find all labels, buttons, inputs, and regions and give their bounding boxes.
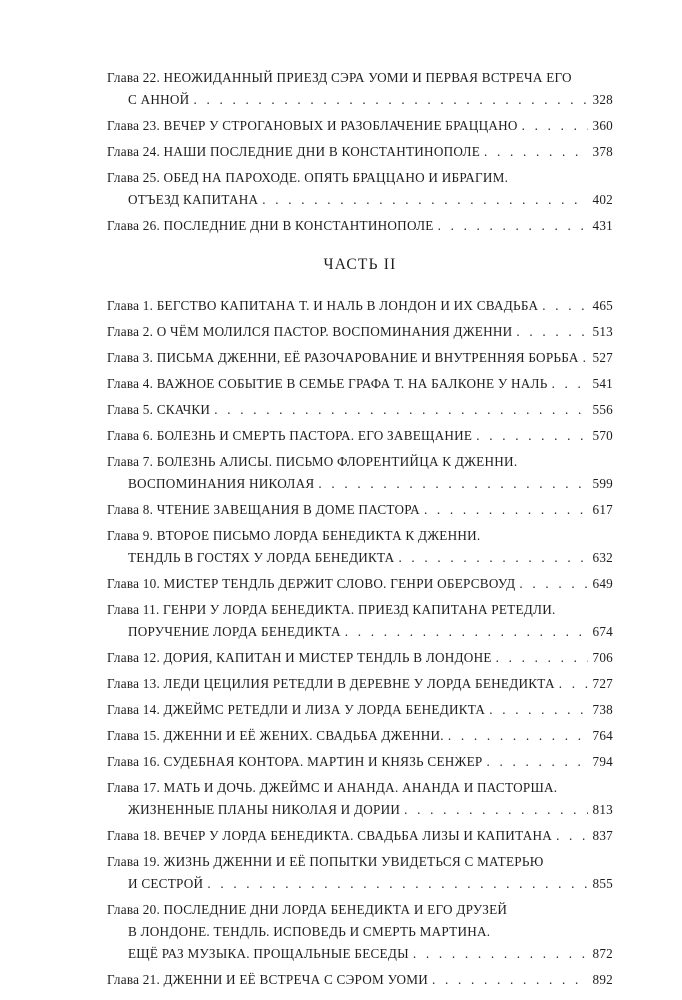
toc-entry-text: Глава 20. ПОСЛЕДНИЕ ДНИ ЛОРДА БЕНЕДИКТА И ЕГО ДРУЗЕЙ	[107, 902, 508, 917]
page-number: 556	[592, 402, 613, 417]
toc-entry-line	[107, 373, 613, 395]
dot-leader	[522, 115, 589, 137]
toc-entry	[107, 777, 613, 821]
page-number: 617	[592, 502, 613, 517]
toc-entry-line	[107, 573, 613, 595]
dot-leader	[262, 189, 588, 211]
toc-entry-text: Глава 19. ЖИЗНЬ ДЖЕННИ И ЕЁ ПОПЫТКИ УВИДЕТЬСЯ С МАТЕРЬЮ	[107, 854, 544, 869]
toc-entry-text: Глава 13. ЛЕДИ ЦЕЦИЛИЯ РЕТЕДЛИ В ДЕРЕВНЕ У ЛОРДА БЕНЕДИКТА	[107, 676, 555, 691]
toc-entry-text: Глава 2. О ЧЁМ МОЛИЛСЯ ПАСТОР. ВОСПОМИНАНИЯ ДЖЕННИ	[107, 324, 513, 339]
toc-entry-line	[107, 899, 613, 921]
toc-entry	[107, 525, 613, 569]
toc-entry-text: ОТЪЕЗД КАПИТАНА	[128, 192, 259, 207]
toc-entry	[107, 969, 613, 991]
dot-leader	[489, 699, 588, 721]
toc-entry-line	[107, 799, 613, 821]
dot-leader	[516, 321, 588, 343]
toc-entry	[107, 295, 613, 317]
toc-part1-list	[107, 67, 613, 237]
toc-entry-text: Глава 23. ВЕЧЕР У СТРОГАНОВЫХ И РАЗОБЛАЧЕНИЕ БРАЦЦАНО	[107, 118, 518, 133]
toc-entry-line	[107, 725, 613, 747]
toc-entry	[107, 673, 613, 695]
dot-leader	[552, 373, 589, 395]
toc-entry	[107, 825, 613, 847]
toc-entry-line	[107, 525, 613, 547]
toc-entry-text: Глава 7. БОЛЕЗНЬ АЛИСЫ. ПИСЬМО ФЛОРЕНТИЙЦА К ДЖЕННИ.	[107, 454, 518, 469]
toc-entry-line	[107, 89, 613, 111]
toc-entry	[107, 899, 613, 965]
toc-entry	[107, 425, 613, 447]
page-number: 855	[592, 876, 613, 891]
toc-entry	[107, 573, 613, 595]
part-title: ЧАСТЬ II	[323, 256, 397, 273]
toc-entry-text: Глава 4. ВАЖНОЕ СОБЫТИЕ В СЕМЬЕ ГРАФА Т. НА БАЛКОНЕ У НАЛЬ	[107, 376, 548, 391]
toc-entry	[107, 321, 613, 343]
toc-entry-line	[107, 825, 613, 847]
toc-entry-text: В ЛОНДОНЕ. ТЕНДЛЬ. ИСПОВЕДЬ И СМЕРТЬ МАРТИНА.	[128, 924, 491, 939]
toc-entry-line	[107, 473, 613, 495]
page-number: 649	[592, 576, 613, 591]
dot-leader	[432, 969, 588, 991]
toc-entry-text: С АННОЙ	[128, 92, 190, 107]
dot-leader	[487, 751, 589, 773]
toc-entry	[107, 699, 613, 721]
toc-entry-line	[107, 141, 613, 163]
page-number: 599	[592, 476, 613, 491]
toc-entry-line	[107, 115, 613, 137]
page-number: 570	[592, 428, 613, 443]
toc-entry-text: Глава 25. ОБЕД НА ПАРОХОДЕ. ОПЯТЬ БРАЦЦАНО И ИБРАГИМ.	[107, 170, 509, 185]
toc-entry-line	[107, 647, 613, 669]
toc-entry-text: Глава 12. ДОРИЯ, КАПИТАН И МИСТЕР ТЕНДЛЬ В ЛОНДОНЕ	[107, 650, 492, 665]
toc-entry-text: Глава 9. ВТОРОЕ ПИСЬМО ЛОРДА БЕНЕДИКТА К ДЖЕННИ.	[107, 528, 481, 543]
dot-leader	[424, 499, 589, 521]
toc-entry-text: ВОСПОМИНАНИЯ НИКОЛАЯ	[128, 476, 315, 491]
toc-entry	[107, 399, 613, 421]
toc-entry-line	[107, 67, 613, 89]
dot-leader	[519, 573, 588, 595]
toc-entry-line	[107, 189, 613, 211]
toc-entry-line	[107, 621, 613, 643]
toc-entry	[107, 115, 613, 137]
toc-entry-text: Глава 10. МИСТЕР ТЕНДЛЬ ДЕРЖИТ СЛОВО. ГЕНРИ ОБЕРСВОУД	[107, 576, 516, 591]
dot-leader	[559, 673, 589, 695]
toc-entry-line	[107, 425, 613, 447]
dot-leader	[207, 873, 588, 895]
toc-entry-line	[107, 873, 613, 895]
toc-entry-text: Глава 5. СКАЧКИ	[107, 402, 211, 417]
page-number: 632	[592, 550, 613, 565]
toc-entry-text: ПОРУЧЕНИЕ ЛОРДА БЕНЕДИКТА	[128, 624, 341, 639]
toc-entry	[107, 347, 613, 369]
toc-part2-list	[107, 295, 613, 991]
page-number: 837	[592, 828, 613, 843]
dot-leader	[345, 621, 589, 643]
toc-entry-text: Глава 8. ЧТЕНИЕ ЗАВЕЩАНИЯ В ДОМЕ ПАСТОРА	[107, 502, 420, 517]
toc-entry-text: Глава 17. МАТЬ И ДОЧЬ. ДЖЕЙМС И АНАНДА. АНАНДА И ПАСТОРША.	[107, 780, 558, 795]
toc-entry-line	[107, 851, 613, 873]
toc-entry	[107, 167, 613, 211]
dot-leader	[448, 725, 589, 747]
page-number: 727	[592, 676, 613, 691]
page-number: 794	[592, 754, 613, 769]
page-number: 328	[592, 92, 613, 107]
toc-entry-text: Глава 16. СУДЕБНАЯ КОНТОРА. МАРТИН И КНЯЗЬ СЕНЖЕР	[107, 754, 483, 769]
page-number: 764	[592, 728, 613, 743]
toc-entry-line	[107, 295, 613, 317]
toc-entry-text: И СЕСТРОЙ	[128, 876, 204, 891]
toc-entry-line	[107, 547, 613, 569]
dot-leader	[404, 799, 588, 821]
page-number: 527	[592, 350, 613, 365]
toc-entry-text: Глава 18. ВЕЧЕР У ЛОРДА БЕНЕДИКТА. СВАДЬБА ЛИЗЫ И КАПИТАНА	[107, 828, 553, 843]
dot-leader	[542, 295, 588, 317]
toc-entry-line	[107, 921, 613, 943]
toc-entry-text: Глава 3. ПИСЬМА ДЖЕННИ, ЕЁ РАЗОЧАРОВАНИЕ И ВНУТРЕННЯЯ БОРЬБА	[107, 350, 579, 365]
toc-entry	[107, 215, 613, 237]
toc-entry-line	[107, 347, 613, 369]
toc-entry-line	[107, 451, 613, 473]
toc-entry-text: Глава 24. НАШИ ПОСЛЕДНИЕ ДНИ В КОНСТАНТИНОПОЛЕ	[107, 144, 480, 159]
toc-entry-line	[107, 751, 613, 773]
toc-entry-text: Глава 11. ГЕНРИ У ЛОРДА БЕНЕДИКТА. ПРИЕЗД КАПИТАНА РЕТЕДЛИ.	[107, 602, 556, 617]
page-number: 378	[592, 144, 613, 159]
toc-entry-line	[107, 673, 613, 695]
page-number: 402	[592, 192, 613, 207]
dot-leader	[398, 547, 588, 569]
toc-entry	[107, 599, 613, 643]
toc-entry-line	[107, 499, 613, 521]
page-number: 674	[592, 624, 613, 639]
toc-entry-text: Глава 6. БОЛЕЗНЬ И СМЕРТЬ ПАСТОРА. ЕГО ЗАВЕЩАНИЕ	[107, 428, 473, 443]
toc-entry-text: Глава 1. БЕГСТВО КАПИТАНА Т. И НАЛЬ В ЛОНДОН И ИХ СВАДЬБА	[107, 298, 539, 313]
toc-entry	[107, 647, 613, 669]
page-number: 431	[592, 218, 613, 233]
page-number: 872	[592, 946, 613, 961]
toc-entry-text: Глава 21. ДЖЕННИ И ЕЁ ВСТРЕЧА С СЭРОМ УОМИ	[107, 972, 429, 987]
toc-entry	[107, 67, 613, 111]
toc-entry-text: ЕЩЁ РАЗ МУЗЫКА. ПРОЩАЛЬНЫЕ БЕСЕДЫ	[128, 946, 409, 961]
toc-entry	[107, 751, 613, 773]
page-number: 706	[592, 650, 613, 665]
toc-page	[107, 67, 613, 995]
page-number: 541	[592, 376, 613, 391]
dot-leader	[438, 215, 589, 237]
toc-entry-text: Глава 22. НЕОЖИДАННЫЙ ПРИЕЗД СЭРА УОМИ И ПЕРВАЯ ВСТРЕЧА ЕГО	[107, 70, 572, 85]
toc-entry-line	[107, 777, 613, 799]
toc-entry-line	[107, 969, 613, 991]
dot-leader	[476, 425, 588, 447]
page-number: 738	[592, 702, 613, 717]
toc-entry-text: Глава 14. ДЖЕЙМС РЕТЕДЛИ И ЛИЗА У ЛОРДА БЕНЕДИКТА	[107, 702, 486, 717]
page-number: 513	[592, 324, 613, 339]
toc-entry	[107, 451, 613, 495]
toc-entry-text: Глава 15. ДЖЕННИ И ЕЁ ЖЕНИХ. СВАДЬБА ДЖЕННИ.	[107, 728, 444, 743]
toc-entry	[107, 141, 613, 163]
toc-entry-text: Глава 26. ПОСЛЕДНИЕ ДНИ В КОНСТАНТИНОПОЛЕ	[107, 218, 434, 233]
toc-entry	[107, 725, 613, 747]
dot-leader	[413, 943, 589, 965]
toc-entry-line	[107, 167, 613, 189]
toc-entry-line	[107, 215, 613, 237]
toc-entry-line	[107, 599, 613, 621]
toc-entry	[107, 499, 613, 521]
dot-leader	[484, 141, 588, 163]
dot-leader	[583, 347, 589, 369]
page-number: 813	[592, 802, 613, 817]
toc-entry	[107, 373, 613, 395]
toc-entry	[107, 851, 613, 895]
page-number: 465	[592, 298, 613, 313]
page-number: 892	[592, 972, 613, 987]
toc-entry-line	[107, 321, 613, 343]
page-number: 360	[592, 118, 613, 133]
dot-leader	[193, 89, 588, 111]
toc-entry-line	[107, 943, 613, 965]
dot-leader	[214, 399, 588, 421]
dot-leader	[556, 825, 588, 847]
toc-entry-line	[107, 699, 613, 721]
dot-leader	[318, 473, 588, 495]
toc-entry-line	[107, 399, 613, 421]
dot-leader	[496, 647, 589, 669]
toc-entry-text: ЖИЗНЕННЫЕ ПЛАНЫ НИКОЛАЯ И ДОРИИ	[128, 802, 401, 817]
toc-entry-text: ТЕНДЛЬ В ГОСТЯХ У ЛОРДА БЕНЕДИКТА	[128, 550, 395, 565]
